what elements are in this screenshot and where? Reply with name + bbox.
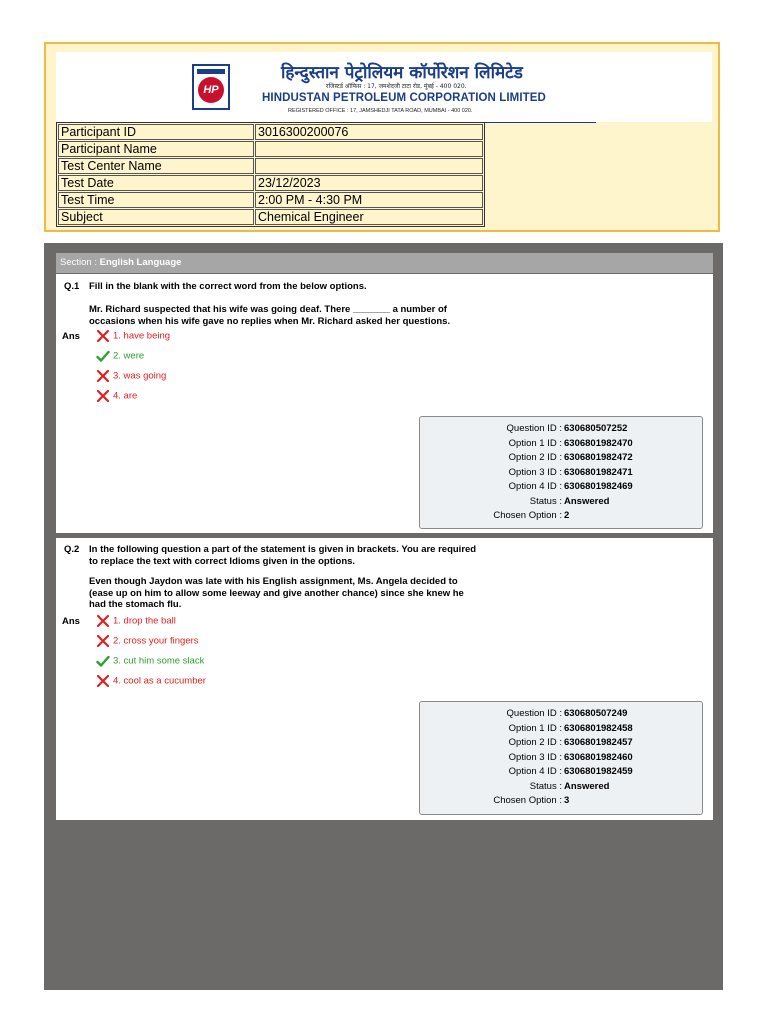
cross-icon <box>96 674 110 688</box>
option-label: 2. were <box>113 350 145 362</box>
question-card <box>56 538 713 820</box>
info-value: 3016300200076 <box>255 124 483 140</box>
table-row <box>58 158 483 174</box>
section-name: English Language <box>99 257 182 268</box>
check-icon <box>96 349 110 363</box>
meta-value: 6306801982459 <box>564 766 633 777</box>
address-hindi: रजिस्टर्ड ऑफिस : 17, जमशेदजी टाटा रोड, मुंबई - 400 020. <box>326 83 467 90</box>
question-meta-box <box>419 416 703 529</box>
option-item <box>96 349 144 363</box>
cross-icon <box>96 634 110 648</box>
meta-label: Status : <box>529 495 562 507</box>
check-icon <box>96 654 110 668</box>
info-label: Test Time <box>58 192 254 208</box>
registered-office: REGISTERED OFFICE : 17, JAMSHEDJI TATA ROAD, MUMBAI - 400 020. <box>288 108 473 114</box>
meta-value: 6306801982470 <box>564 437 633 449</box>
option-label: 2. cross your fingers <box>113 635 199 647</box>
info-label: Test Center Name <box>58 158 254 174</box>
meta-row <box>420 707 702 721</box>
participant-info-table <box>56 122 485 227</box>
question-number: Q.1 <box>64 281 80 292</box>
meta-row <box>420 422 702 436</box>
meta-label: Question ID : <box>506 708 562 719</box>
meta-value: 630680507252 <box>564 423 628 434</box>
option-label: 1. have being <box>113 330 171 342</box>
info-value <box>255 158 483 174</box>
meta-row <box>420 509 702 523</box>
meta-row <box>420 466 702 480</box>
table-row <box>58 124 483 140</box>
info-value: 23/12/2023 <box>255 175 483 191</box>
meta-label: Option 3 ID : <box>508 466 562 478</box>
option-item <box>96 614 176 628</box>
meta-row <box>420 480 702 494</box>
hp-logo-text: HP <box>198 77 224 103</box>
question-text-line <box>89 567 509 576</box>
meta-label: Chosen Option : <box>493 510 562 521</box>
option-item <box>96 389 137 403</box>
option-item <box>96 674 206 688</box>
meta-value: 6306801982471 <box>564 466 633 478</box>
question-card <box>56 274 713 533</box>
meta-label: Option 2 ID : <box>508 452 562 463</box>
option-label: 4. cool as a cucumber <box>113 675 206 687</box>
meta-row <box>420 722 702 736</box>
meta-value: Answered <box>564 495 610 507</box>
header-block <box>44 42 720 232</box>
meta-label: Option 4 ID : <box>508 766 562 777</box>
cross-icon <box>96 614 110 628</box>
table-row <box>58 192 483 208</box>
meta-value: 2 <box>564 510 570 521</box>
option-item <box>96 329 170 343</box>
company-name: HINDUSTAN PETROLEUM CORPORATION LIMITED <box>262 92 546 104</box>
ans-label: Ans <box>62 331 80 342</box>
meta-value: Answered <box>564 780 610 792</box>
meta-value: 6306801982472 <box>564 452 633 463</box>
question-meta-box <box>419 701 703 815</box>
question-text-line: Even though Jaydon was late with his English assignment, Ms. Angela decided to <box>89 576 458 587</box>
table-row <box>58 175 483 191</box>
option-label: 3. was going <box>113 370 167 382</box>
table-row <box>58 141 483 157</box>
meta-label: Chosen Option : <box>493 795 562 806</box>
meta-label: Option 4 ID : <box>508 481 562 492</box>
meta-value: 6306801982460 <box>564 751 633 763</box>
meta-value: 3 <box>564 795 570 806</box>
meta-label: Option 1 ID : <box>508 437 562 449</box>
cross-icon <box>96 329 110 343</box>
meta-label: Option 3 ID : <box>508 751 562 763</box>
question-text-line: Fill in the blank with the correct word from the below options. <box>89 281 367 292</box>
company-banner <box>56 52 712 122</box>
meta-value: 630680507249 <box>564 708 628 719</box>
hp-logo <box>192 64 230 110</box>
info-value <box>255 141 483 157</box>
question-text-line <box>89 293 509 305</box>
meta-value: 6306801982457 <box>564 737 633 748</box>
question-text-line: had the stomach flu. <box>89 599 182 610</box>
cross-icon <box>96 389 110 403</box>
section-prefix: Section : <box>60 257 97 268</box>
meta-label: Status : <box>529 780 562 792</box>
meta-row <box>420 794 702 808</box>
meta-label: Question ID : <box>506 423 562 434</box>
question-number: Q.2 <box>64 544 80 555</box>
question-text-line: Mr. Richard suspected that his wife was going deaf. There _______ a number of <box>89 304 447 315</box>
meta-value: 6306801982458 <box>564 722 633 734</box>
option-label: 4. are <box>113 390 138 402</box>
meta-row <box>420 495 702 509</box>
option-label: 3. cut him some slack <box>113 655 205 667</box>
section-header <box>56 253 713 273</box>
meta-row <box>420 451 702 465</box>
info-label: Subject <box>58 209 254 225</box>
option-label: 1. drop the ball <box>113 615 176 627</box>
meta-label: Option 2 ID : <box>508 737 562 748</box>
section-panel <box>44 243 723 990</box>
ans-label: Ans <box>62 616 80 627</box>
meta-row <box>420 736 702 750</box>
info-value: Chemical Engineer <box>255 209 483 225</box>
option-item <box>96 634 199 648</box>
info-label: Participant Name <box>58 141 254 157</box>
question-text-line: (ease up on him to allow some leeway and give another chance) since she knew he <box>89 587 464 599</box>
meta-row <box>420 780 702 794</box>
question-text-line: occasions when his wife gave no replies when Mr. Richard asked her questions. <box>89 315 451 327</box>
table-row <box>58 209 483 225</box>
question-text <box>89 544 509 611</box>
option-item <box>96 369 166 383</box>
option-item <box>96 654 204 668</box>
question-text <box>89 281 509 327</box>
info-label: Test Date <box>58 175 254 191</box>
question-text-line: In the following question a part of the statement is given in brackets. You are required <box>89 544 477 555</box>
meta-row <box>420 751 702 765</box>
info-label: Participant ID <box>58 124 254 140</box>
question-text-line: to replace the text with correct Idioms given in the options. <box>89 555 356 567</box>
meta-row <box>420 437 702 451</box>
meta-label: Option 1 ID : <box>508 722 562 734</box>
meta-value: 6306801982469 <box>564 481 633 492</box>
cross-icon <box>96 369 110 383</box>
meta-row <box>420 765 702 779</box>
info-value: 2:00 PM - 4:30 PM <box>255 192 483 208</box>
company-name-hindi: हिन्दुस्तान पेट्रोलियम कॉर्पोरेशन लिमिटेड <box>281 63 523 83</box>
